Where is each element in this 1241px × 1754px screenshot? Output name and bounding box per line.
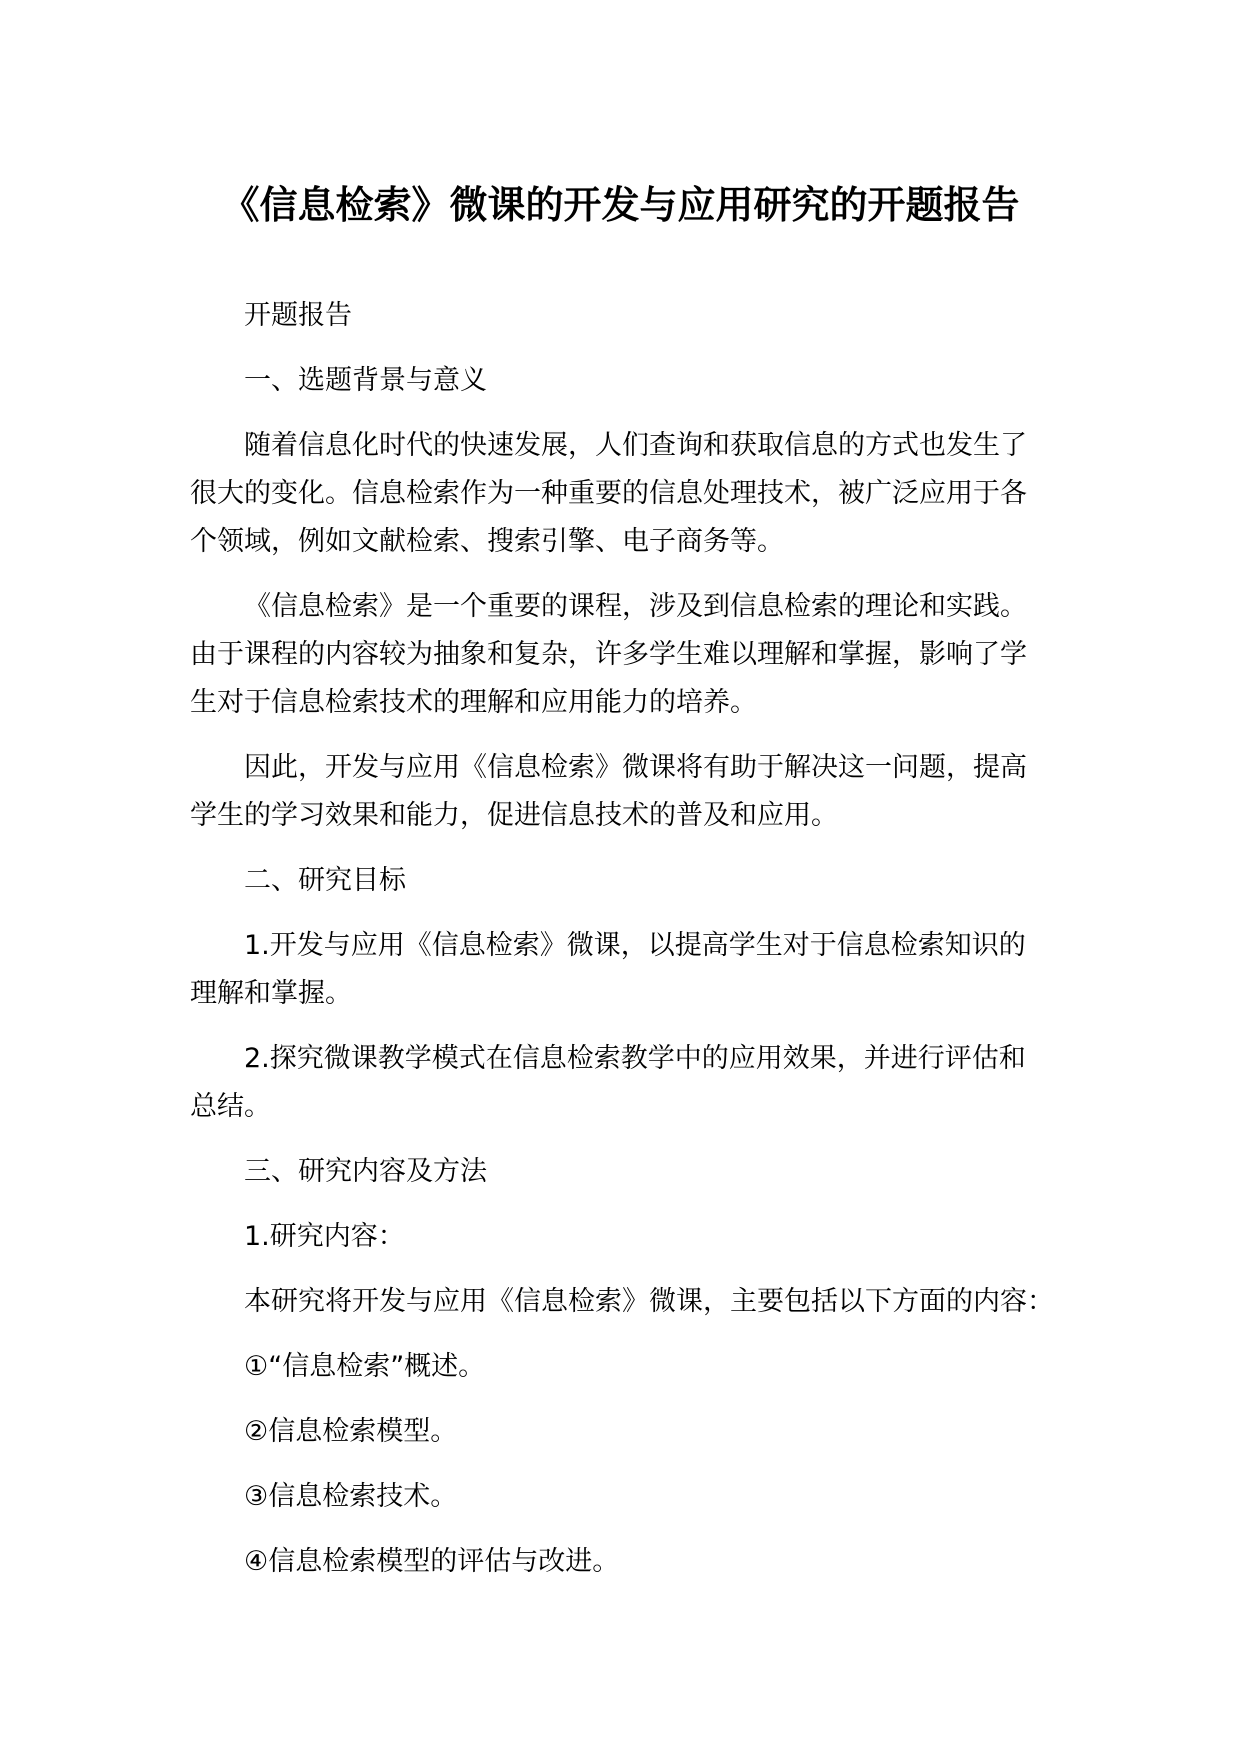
paragraph: [190, 422, 1190, 566]
paragraph-line: 因此，开发与应用《信息检索》微课将有助于解决这一问题，提高: [244, 752, 1027, 783]
list-item: [190, 1473, 1190, 1521]
section-heading-text: 一、选题背景与意义: [244, 365, 487, 396]
paragraph-line: 1.开发与应用《信息检索》微课，以提高学生对于信息检索知识的: [244, 930, 1026, 961]
paragraph: [190, 744, 1190, 840]
section-heading-text: 二、研究目标: [244, 865, 406, 896]
section-heading: [190, 357, 1190, 405]
list-item-text: ④信息检索模型的评估与改进。: [244, 1546, 620, 1577]
section-heading: [190, 1148, 1190, 1196]
paragraph-line: 生对于信息检索技术的理解和应用能力的培养。: [190, 687, 757, 718]
paragraph-line: 随着信息化时代的快速发展，人们查询和获取信息的方式也发生了: [244, 430, 1027, 461]
report-label-text: 开题报告: [244, 300, 352, 331]
list-item-text: ③信息检索技术。: [244, 1481, 458, 1512]
paragraph-line: 学生的学习效果和能力，促进信息技术的普及和应用。: [190, 800, 838, 831]
list-item: [190, 1343, 1190, 1391]
goal-item: [190, 922, 1190, 1018]
list-item: [190, 1408, 1190, 1456]
paragraph-line: 《信息检索》是一个重要的课程，涉及到信息检索的理论和实践。: [244, 591, 1027, 622]
section-heading: [190, 857, 1190, 905]
section-background-significance: [190, 357, 1190, 840]
list-item: [190, 1538, 1190, 1586]
list-item-text: ②信息检索模型。: [244, 1416, 458, 1447]
paragraph-line: 2.探究微课教学模式在信息检索教学中的应用效果，并进行评估和: [244, 1043, 1026, 1074]
list-item-text: ①“信息检索”概述。: [244, 1351, 486, 1382]
paragraph-line: 本研究将开发与应用《信息检索》微课，主要包括以下方面的内容：: [244, 1286, 1054, 1317]
paragraph-line: 理解和掌握。: [190, 978, 352, 1009]
paragraph-line: 个领域，例如文献检索、搜索引擎、电子商务等。: [190, 526, 784, 557]
report-label: [190, 292, 1190, 340]
document-body: [190, 292, 1190, 1603]
document-title: 《信息检索》微课的开发与应用研究的开题报告: [221, 183, 1020, 227]
paragraph: [190, 583, 1190, 727]
subsection-intro: [190, 1278, 1190, 1326]
paragraph-line: 很大的变化。信息检索作为一种重要的信息处理技术，被广泛应用于各: [190, 478, 1027, 509]
paragraph-line: 由于课程的内容较为抽象和复杂，许多学生难以理解和掌握，影响了学: [190, 639, 1027, 670]
section-heading-text: 三、研究内容及方法: [244, 1156, 487, 1187]
section-research-goals: [190, 857, 1190, 1131]
section-content-methods: [190, 1148, 1190, 1586]
subsection-heading: [190, 1213, 1190, 1261]
subsection-heading-text: 1.研究内容：: [244, 1221, 405, 1252]
goal-item: [190, 1035, 1190, 1131]
paragraph-line: 总结。: [190, 1091, 271, 1122]
